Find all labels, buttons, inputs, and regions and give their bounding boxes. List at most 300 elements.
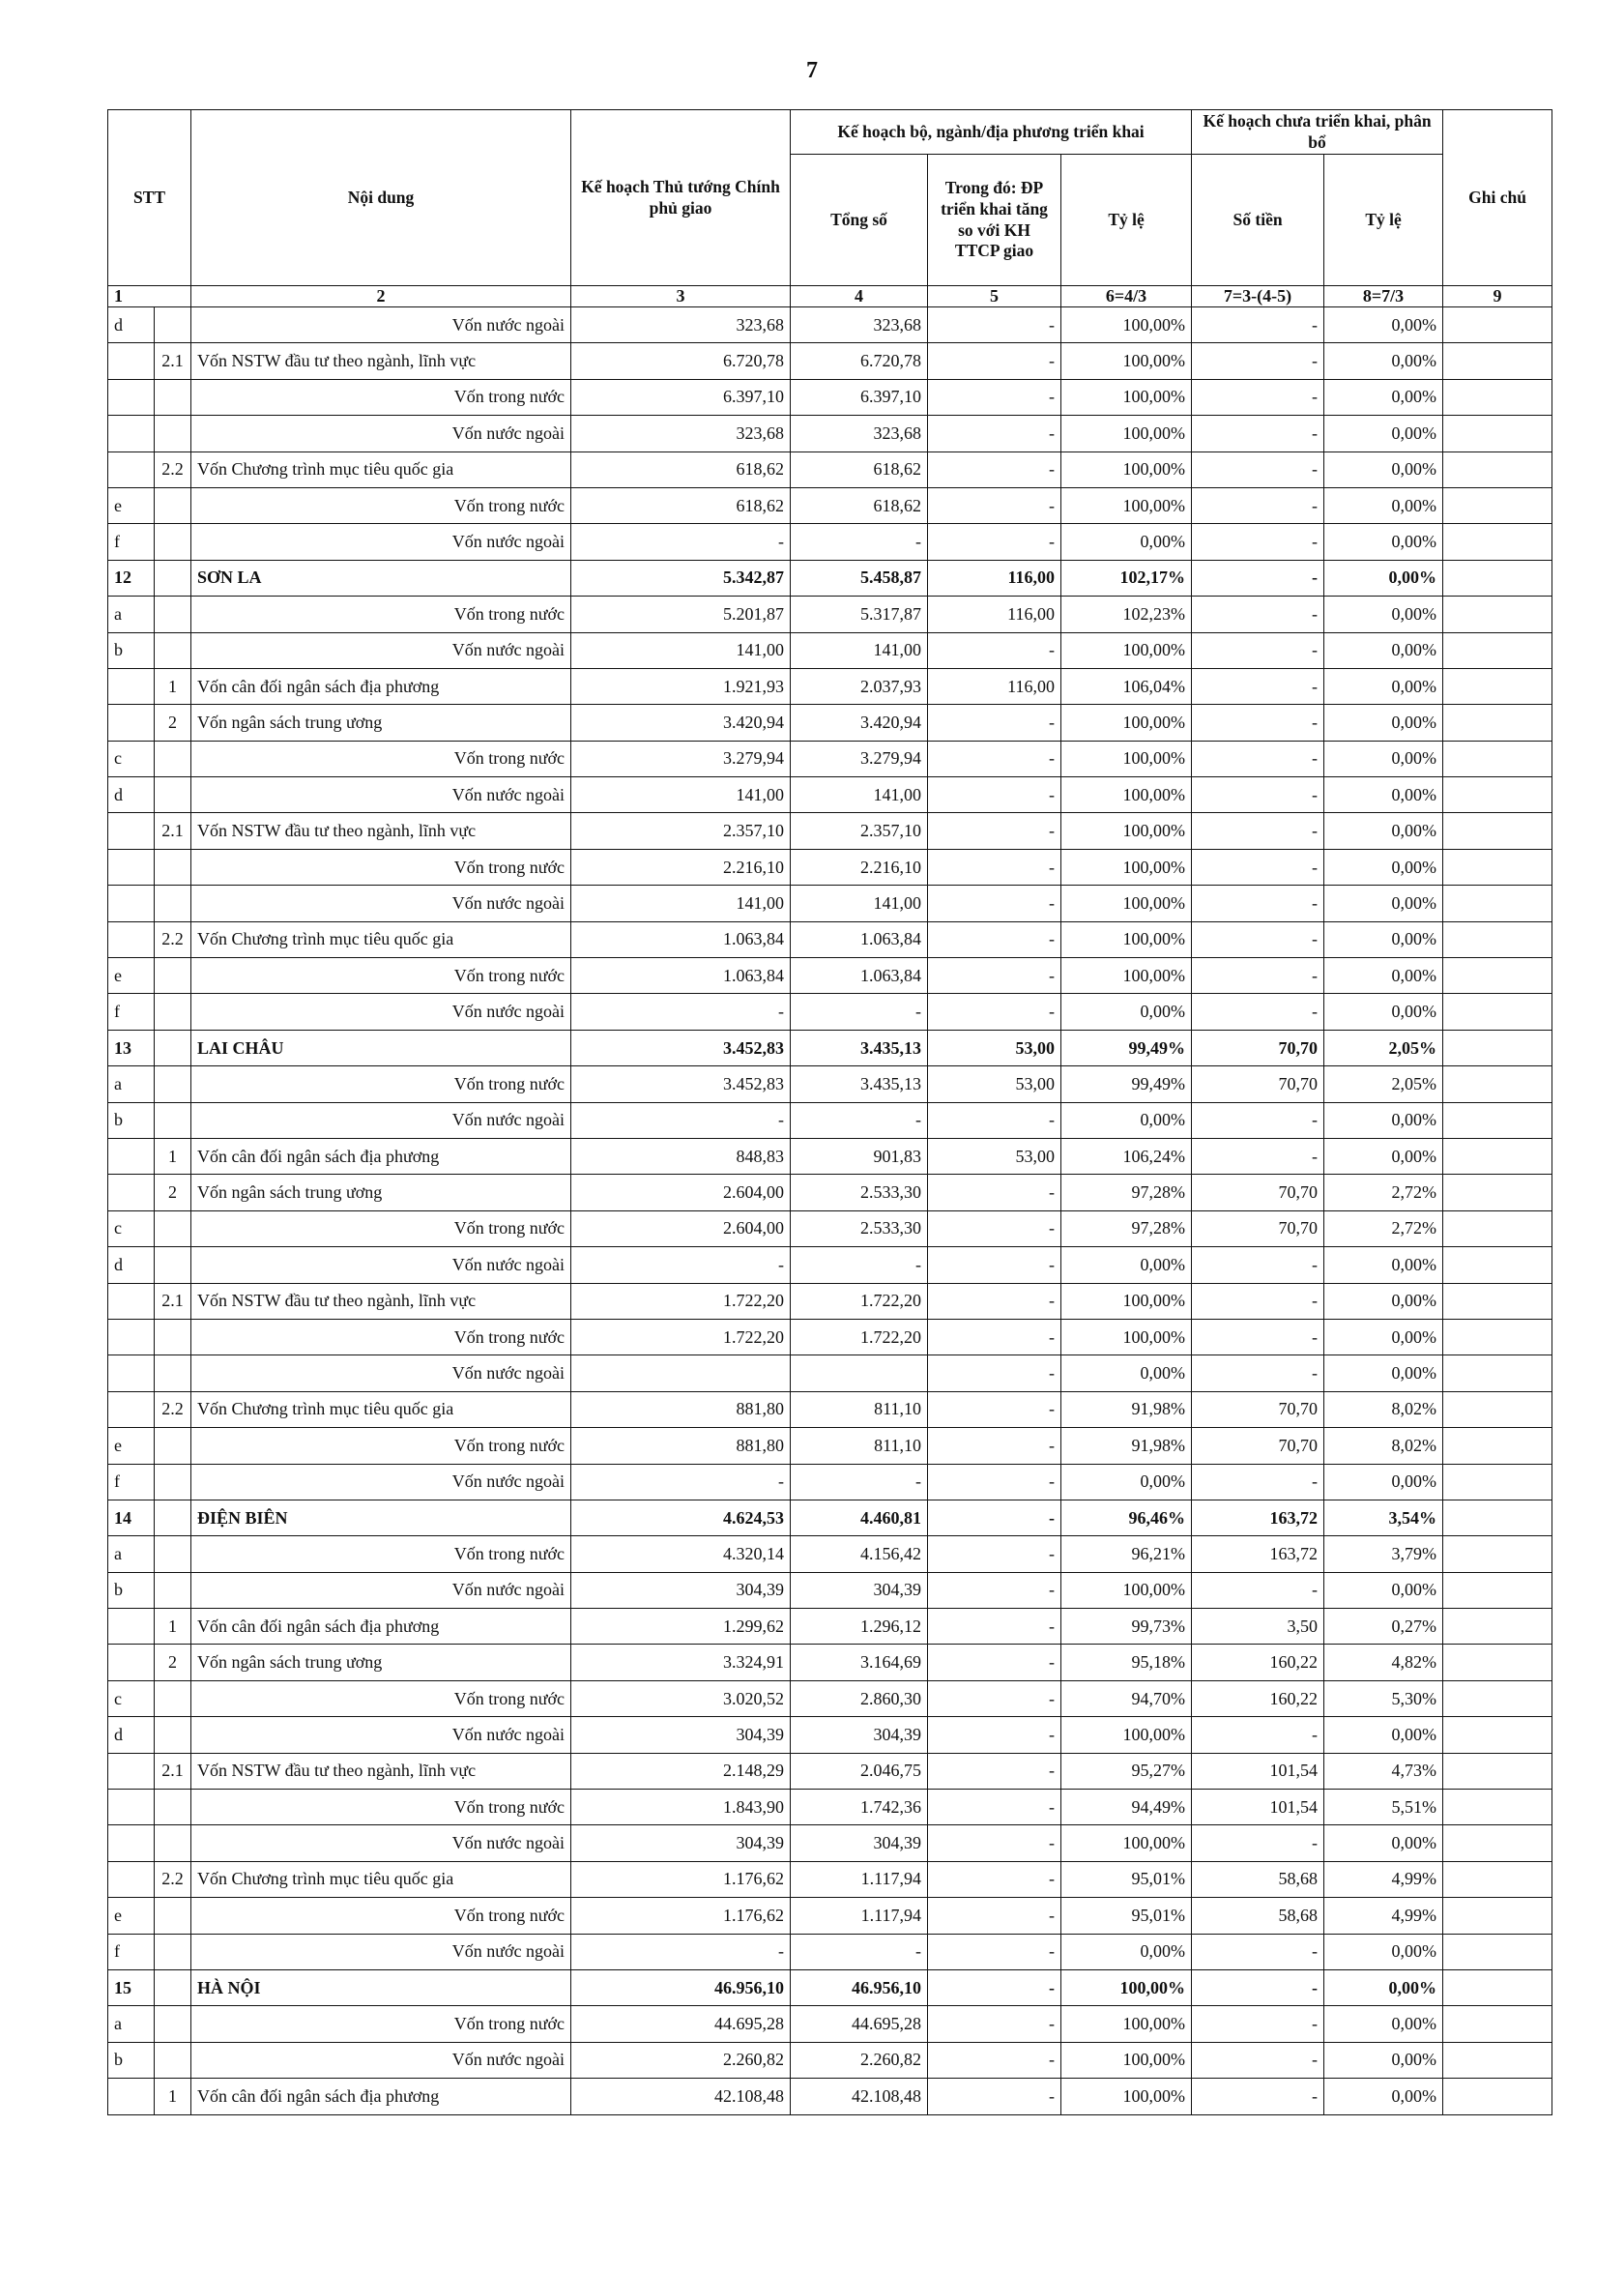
increase-value-cell: - bbox=[928, 307, 1061, 343]
ratio-cell: 100,00% bbox=[1061, 416, 1192, 451]
ratio-cell: 100,00% bbox=[1061, 451, 1192, 487]
total-value-cell: 2.216,10 bbox=[791, 849, 928, 885]
remaining-ratio-cell: 0,27% bbox=[1324, 1609, 1443, 1645]
note-cell bbox=[1443, 1210, 1552, 1246]
index-cell: 5 bbox=[928, 286, 1061, 307]
remaining-ratio-cell: 2,05% bbox=[1324, 1030, 1443, 1065]
increase-value-cell: - bbox=[928, 1464, 1061, 1500]
ratio-cell: 95,01% bbox=[1061, 1898, 1192, 1934]
stt-cell: b bbox=[108, 1572, 155, 1608]
content-cell: Vốn nước ngoài bbox=[191, 307, 571, 343]
note-cell bbox=[1443, 1898, 1552, 1934]
increase-value-cell: - bbox=[928, 416, 1061, 451]
ratio-cell: 106,24% bbox=[1061, 1138, 1192, 1174]
increase-value-cell: - bbox=[928, 2006, 1061, 2042]
content-cell: Vốn ngân sách trung ương bbox=[191, 1645, 571, 1680]
sub-cell: 2 bbox=[155, 705, 191, 741]
remaining-amount-cell: 70,70 bbox=[1192, 1391, 1324, 1427]
total-value-cell: 141,00 bbox=[791, 886, 928, 921]
stt-cell bbox=[108, 1138, 155, 1174]
header-ke-hoach-ttcp: Kế hoạch Thủ tướng Chính phủ giao bbox=[571, 110, 791, 286]
remaining-amount-cell: - bbox=[1192, 1319, 1324, 1354]
note-cell bbox=[1443, 1464, 1552, 1500]
stt-cell: b bbox=[108, 1102, 155, 1138]
total-value-cell: 811,10 bbox=[791, 1428, 928, 1464]
increase-value-cell: - bbox=[928, 886, 1061, 921]
total-value-cell: 141,00 bbox=[791, 777, 928, 813]
sub-cell bbox=[155, 597, 191, 632]
province-row bbox=[108, 1030, 1552, 1065]
remaining-amount-cell: 163,72 bbox=[1192, 1500, 1324, 1535]
stt-cell: c bbox=[108, 741, 155, 776]
table-body bbox=[108, 307, 1552, 2115]
sub-cell bbox=[155, 1355, 191, 1391]
increase-value-cell: 116,00 bbox=[928, 668, 1061, 704]
note-cell bbox=[1443, 741, 1552, 776]
remaining-amount-cell: - bbox=[1192, 1825, 1324, 1861]
remaining-ratio-cell: 0,00% bbox=[1324, 705, 1443, 741]
ratio-cell: 91,98% bbox=[1061, 1391, 1192, 1427]
note-cell bbox=[1443, 849, 1552, 885]
table-row bbox=[108, 379, 1552, 415]
sub-cell: 2.1 bbox=[155, 1753, 191, 1789]
ratio-cell: 100,00% bbox=[1061, 813, 1192, 849]
ratio-cell: 100,00% bbox=[1061, 2042, 1192, 2078]
sub-cell bbox=[155, 886, 191, 921]
increase-value-cell: - bbox=[928, 343, 1061, 379]
index-cell: 4 bbox=[791, 286, 928, 307]
increase-value-cell: - bbox=[928, 1934, 1061, 1969]
content-cell: Vốn nước ngoài bbox=[191, 886, 571, 921]
plan-value-cell: 4.624,53 bbox=[571, 1500, 791, 1535]
note-cell bbox=[1443, 379, 1552, 415]
stt-cell bbox=[108, 668, 155, 704]
note-cell bbox=[1443, 1102, 1552, 1138]
remaining-amount-cell: - bbox=[1192, 741, 1324, 776]
content-cell: Vốn trong nước bbox=[191, 1066, 571, 1102]
content-cell: Vốn nước ngoài bbox=[191, 632, 571, 668]
remaining-amount-cell: - bbox=[1192, 1572, 1324, 1608]
plan-value-cell: 1.063,84 bbox=[571, 921, 791, 957]
remaining-ratio-cell: 3,54% bbox=[1324, 1500, 1443, 1535]
plan-value-cell: 3.279,94 bbox=[571, 741, 791, 776]
remaining-amount-cell: 3,50 bbox=[1192, 1609, 1324, 1645]
plan-value-cell: 3.452,83 bbox=[571, 1066, 791, 1102]
total-value-cell: 304,39 bbox=[791, 1572, 928, 1608]
note-cell bbox=[1443, 343, 1552, 379]
note-cell bbox=[1443, 1500, 1552, 1535]
increase-value-cell: - bbox=[928, 379, 1061, 415]
remaining-ratio-cell: 0,00% bbox=[1324, 451, 1443, 487]
plan-value-cell: - bbox=[571, 1934, 791, 1969]
content-cell: Vốn Chương trình mục tiêu quốc gia bbox=[191, 1861, 571, 1897]
content-cell: Vốn trong nước bbox=[191, 1428, 571, 1464]
note-cell bbox=[1443, 1572, 1552, 1608]
content-cell: Vốn trong nước bbox=[191, 2006, 571, 2042]
total-value-cell: 3.164,69 bbox=[791, 1645, 928, 1680]
remaining-ratio-cell: 0,00% bbox=[1324, 1102, 1443, 1138]
table-row bbox=[108, 632, 1552, 668]
stt-cell bbox=[108, 1790, 155, 1825]
remaining-amount-cell: 70,70 bbox=[1192, 1210, 1324, 1246]
note-cell bbox=[1443, 994, 1552, 1030]
remaining-ratio-cell: 0,00% bbox=[1324, 524, 1443, 560]
content-cell: Vốn nước ngoài bbox=[191, 1102, 571, 1138]
total-value-cell: 304,39 bbox=[791, 1717, 928, 1753]
content-cell: LAI CHÂU bbox=[191, 1030, 571, 1065]
total-value-cell: 3.420,94 bbox=[791, 705, 928, 741]
table-row bbox=[108, 849, 1552, 885]
ratio-cell: 0,00% bbox=[1061, 524, 1192, 560]
sub-cell: 1 bbox=[155, 1609, 191, 1645]
plan-value-cell: 6.397,10 bbox=[571, 379, 791, 415]
increase-value-cell: - bbox=[928, 1861, 1061, 1897]
remaining-ratio-cell: 0,00% bbox=[1324, 1283, 1443, 1319]
remaining-ratio-cell: 0,00% bbox=[1324, 1717, 1443, 1753]
stt-cell bbox=[108, 2079, 155, 2114]
total-value-cell: 2.037,93 bbox=[791, 668, 928, 704]
remaining-amount-cell: - bbox=[1192, 1283, 1324, 1319]
remaining-amount-cell: 163,72 bbox=[1192, 1536, 1324, 1572]
table-row bbox=[108, 741, 1552, 776]
remaining-amount-cell: - bbox=[1192, 2006, 1324, 2042]
index-cell: 3 bbox=[571, 286, 791, 307]
ratio-cell: 91,98% bbox=[1061, 1428, 1192, 1464]
ratio-cell: 100,00% bbox=[1061, 1969, 1192, 2005]
total-value-cell: 323,68 bbox=[791, 307, 928, 343]
remaining-amount-cell: - bbox=[1192, 632, 1324, 668]
total-value-cell: - bbox=[791, 1102, 928, 1138]
content-cell: Vốn trong nước bbox=[191, 487, 571, 523]
total-value-cell: 304,39 bbox=[791, 1825, 928, 1861]
increase-value-cell: 53,00 bbox=[928, 1066, 1061, 1102]
plan-value-cell: 881,80 bbox=[571, 1391, 791, 1427]
sub-cell: 1 bbox=[155, 1138, 191, 1174]
table-row bbox=[108, 1645, 1552, 1680]
total-value-cell: 2.046,75 bbox=[791, 1753, 928, 1789]
total-value-cell: 2.357,10 bbox=[791, 813, 928, 849]
stt-cell: e bbox=[108, 487, 155, 523]
table-row bbox=[108, 1319, 1552, 1354]
table-row bbox=[108, 1428, 1552, 1464]
stt-cell: f bbox=[108, 994, 155, 1030]
total-value-cell: 46.956,10 bbox=[791, 1969, 928, 2005]
total-value-cell: 323,68 bbox=[791, 416, 928, 451]
sub-cell bbox=[155, 994, 191, 1030]
remaining-amount-cell: 70,70 bbox=[1192, 1066, 1324, 1102]
plan-value-cell: 141,00 bbox=[571, 886, 791, 921]
table-row bbox=[108, 1464, 1552, 1500]
ratio-cell: 97,28% bbox=[1061, 1175, 1192, 1210]
note-cell bbox=[1443, 524, 1552, 560]
stt-cell bbox=[108, 705, 155, 741]
stt-cell: 13 bbox=[108, 1030, 155, 1065]
stt-cell: b bbox=[108, 632, 155, 668]
province-row bbox=[108, 560, 1552, 596]
increase-value-cell: - bbox=[928, 705, 1061, 741]
note-cell bbox=[1443, 813, 1552, 849]
total-value-cell: 618,62 bbox=[791, 451, 928, 487]
ratio-cell: 100,00% bbox=[1061, 921, 1192, 957]
plan-value-cell: 1.722,20 bbox=[571, 1283, 791, 1319]
ratio-cell: 0,00% bbox=[1061, 1355, 1192, 1391]
remaining-ratio-cell: 0,00% bbox=[1324, 416, 1443, 451]
table-row bbox=[108, 705, 1552, 741]
remaining-amount-cell: - bbox=[1192, 1355, 1324, 1391]
table-row bbox=[108, 1898, 1552, 1934]
table-row bbox=[108, 1355, 1552, 1391]
remaining-ratio-cell: 0,00% bbox=[1324, 921, 1443, 957]
remaining-ratio-cell: 0,00% bbox=[1324, 958, 1443, 994]
plan-value-cell: 2.216,10 bbox=[571, 849, 791, 885]
increase-value-cell: 116,00 bbox=[928, 597, 1061, 632]
table-row bbox=[108, 307, 1552, 343]
table-row bbox=[108, 1210, 1552, 1246]
note-cell bbox=[1443, 2006, 1552, 2042]
remaining-ratio-cell: 8,02% bbox=[1324, 1428, 1443, 1464]
remaining-amount-cell: - bbox=[1192, 597, 1324, 632]
stt-cell bbox=[108, 1825, 155, 1861]
total-value-cell: - bbox=[791, 1464, 928, 1500]
plan-value-cell: 3.324,91 bbox=[571, 1645, 791, 1680]
ratio-cell: 95,18% bbox=[1061, 1645, 1192, 1680]
note-cell bbox=[1443, 1066, 1552, 1102]
header-group-trien-khai: Kế hoạch bộ, ngành/địa phương triển khai bbox=[791, 110, 1192, 155]
remaining-ratio-cell: 0,00% bbox=[1324, 343, 1443, 379]
remaining-amount-cell: 70,70 bbox=[1192, 1175, 1324, 1210]
increase-value-cell: - bbox=[928, 2079, 1061, 2114]
remaining-ratio-cell: 0,00% bbox=[1324, 487, 1443, 523]
stt-cell: c bbox=[108, 1680, 155, 1716]
remaining-ratio-cell: 8,02% bbox=[1324, 1391, 1443, 1427]
note-cell bbox=[1443, 1861, 1552, 1897]
sub-cell bbox=[155, 1066, 191, 1102]
ratio-cell: 96,21% bbox=[1061, 1536, 1192, 1572]
table-row bbox=[108, 597, 1552, 632]
total-value-cell: 2.533,30 bbox=[791, 1210, 928, 1246]
sub-cell bbox=[155, 1572, 191, 1608]
increase-value-cell: - bbox=[928, 1790, 1061, 1825]
increase-value-cell: - bbox=[928, 1717, 1061, 1753]
remaining-amount-cell: 101,54 bbox=[1192, 1753, 1324, 1789]
remaining-amount-cell: 70,70 bbox=[1192, 1030, 1324, 1065]
ratio-cell: 99,49% bbox=[1061, 1030, 1192, 1065]
sub-cell bbox=[155, 1536, 191, 1572]
total-value-cell: 3.435,13 bbox=[791, 1030, 928, 1065]
plan-value-cell: 2.604,00 bbox=[571, 1210, 791, 1246]
increase-value-cell: - bbox=[928, 1645, 1061, 1680]
stt-cell bbox=[108, 813, 155, 849]
increase-value-cell: - bbox=[928, 1283, 1061, 1319]
stt-cell: a bbox=[108, 1066, 155, 1102]
sub-cell bbox=[155, 379, 191, 415]
plan-value-cell: 618,62 bbox=[571, 451, 791, 487]
note-cell bbox=[1443, 1355, 1552, 1391]
content-cell: Vốn NSTW đầu tư theo ngành, lĩnh vực bbox=[191, 1753, 571, 1789]
remaining-ratio-cell: 0,00% bbox=[1324, 668, 1443, 704]
increase-value-cell: - bbox=[928, 1319, 1061, 1354]
content-cell: Vốn trong nước bbox=[191, 1319, 571, 1354]
table-row bbox=[108, 1934, 1552, 1969]
note-cell bbox=[1443, 1753, 1552, 1789]
remaining-amount-cell: - bbox=[1192, 487, 1324, 523]
note-cell bbox=[1443, 1536, 1552, 1572]
table-row bbox=[108, 668, 1552, 704]
ratio-cell: 0,00% bbox=[1061, 994, 1192, 1030]
sub-cell bbox=[155, 1210, 191, 1246]
increase-value-cell: - bbox=[928, 1680, 1061, 1716]
total-value-cell: 618,62 bbox=[791, 487, 928, 523]
increase-value-cell: - bbox=[928, 994, 1061, 1030]
index-cell: 9 bbox=[1443, 286, 1552, 307]
total-value-cell: 1.063,84 bbox=[791, 921, 928, 957]
ratio-cell: 99,49% bbox=[1061, 1066, 1192, 1102]
remaining-amount-cell: 101,54 bbox=[1192, 1790, 1324, 1825]
stt-cell: 12 bbox=[108, 560, 155, 596]
increase-value-cell: - bbox=[928, 958, 1061, 994]
note-cell bbox=[1443, 705, 1552, 741]
content-cell: Vốn Chương trình mục tiêu quốc gia bbox=[191, 921, 571, 957]
sub-cell: 2.1 bbox=[155, 1283, 191, 1319]
remaining-amount-cell: 58,68 bbox=[1192, 1861, 1324, 1897]
plan-value-cell: 141,00 bbox=[571, 777, 791, 813]
note-cell bbox=[1443, 1319, 1552, 1354]
remaining-ratio-cell: 0,00% bbox=[1324, 1934, 1443, 1969]
table-row bbox=[108, 2042, 1552, 2078]
content-cell: Vốn trong nước bbox=[191, 1790, 571, 1825]
content-cell: Vốn trong nước bbox=[191, 597, 571, 632]
stt-cell: a bbox=[108, 597, 155, 632]
content-cell: Vốn trong nước bbox=[191, 1210, 571, 1246]
plan-value-cell: - bbox=[571, 1464, 791, 1500]
total-value-cell: 5.317,87 bbox=[791, 597, 928, 632]
plan-value-cell: - bbox=[571, 1247, 791, 1283]
note-cell bbox=[1443, 777, 1552, 813]
sub-cell bbox=[155, 1969, 191, 2005]
stt-cell: d bbox=[108, 777, 155, 813]
content-cell: Vốn nước ngoài bbox=[191, 2042, 571, 2078]
stt-cell bbox=[108, 921, 155, 957]
stt-cell: f bbox=[108, 1464, 155, 1500]
table-row bbox=[108, 1861, 1552, 1897]
increase-value-cell: - bbox=[928, 1825, 1061, 1861]
remaining-ratio-cell: 0,00% bbox=[1324, 1247, 1443, 1283]
total-value-cell: 811,10 bbox=[791, 1391, 928, 1427]
increase-value-cell: - bbox=[928, 1572, 1061, 1608]
province-row bbox=[108, 1500, 1552, 1535]
content-cell: Vốn Chương trình mục tiêu quốc gia bbox=[191, 1391, 571, 1427]
note-cell bbox=[1443, 632, 1552, 668]
table-row bbox=[108, 1609, 1552, 1645]
note-cell bbox=[1443, 1609, 1552, 1645]
content-cell: Vốn trong nước bbox=[191, 741, 571, 776]
plan-value-cell: 4.320,14 bbox=[571, 1536, 791, 1572]
sub-cell: 2.1 bbox=[155, 813, 191, 849]
increase-value-cell: - bbox=[928, 1210, 1061, 1246]
sub-cell: 2.2 bbox=[155, 1861, 191, 1897]
note-cell bbox=[1443, 1680, 1552, 1716]
total-value-cell: 1.063,84 bbox=[791, 958, 928, 994]
header-ty-le: Tỷ lệ bbox=[1061, 155, 1192, 286]
remaining-amount-cell: - bbox=[1192, 1102, 1324, 1138]
increase-value-cell: - bbox=[928, 1898, 1061, 1934]
increase-value-cell: - bbox=[928, 1969, 1061, 2005]
ratio-cell: 0,00% bbox=[1061, 1247, 1192, 1283]
header-ghi-chu: Ghi chú bbox=[1443, 110, 1552, 286]
table-row bbox=[108, 343, 1552, 379]
stt-cell: d bbox=[108, 1247, 155, 1283]
ratio-cell: 100,00% bbox=[1061, 849, 1192, 885]
table-row bbox=[108, 813, 1552, 849]
content-cell: Vốn nước ngoài bbox=[191, 1717, 571, 1753]
increase-value-cell: - bbox=[928, 487, 1061, 523]
ratio-cell: 0,00% bbox=[1061, 1102, 1192, 1138]
page-number: 7 bbox=[806, 58, 818, 83]
note-cell bbox=[1443, 1138, 1552, 1174]
increase-value-cell: - bbox=[928, 1753, 1061, 1789]
note-cell bbox=[1443, 307, 1552, 343]
table-row bbox=[108, 994, 1552, 1030]
ratio-cell: 102,23% bbox=[1061, 597, 1192, 632]
increase-value-cell: - bbox=[928, 2042, 1061, 2078]
remaining-ratio-cell: 4,82% bbox=[1324, 1645, 1443, 1680]
note-cell bbox=[1443, 597, 1552, 632]
plan-value-cell: 1.921,93 bbox=[571, 668, 791, 704]
sub-cell bbox=[155, 1500, 191, 1535]
ratio-cell: 97,28% bbox=[1061, 1210, 1192, 1246]
plan-value-cell bbox=[571, 1355, 791, 1391]
content-cell: SƠN LA bbox=[191, 560, 571, 596]
plan-value-cell: 323,68 bbox=[571, 416, 791, 451]
stt-cell bbox=[108, 1391, 155, 1427]
stt-cell bbox=[108, 1175, 155, 1210]
total-value-cell: 141,00 bbox=[791, 632, 928, 668]
total-value-cell: 901,83 bbox=[791, 1138, 928, 1174]
note-cell bbox=[1443, 1030, 1552, 1065]
ratio-cell: 100,00% bbox=[1061, 958, 1192, 994]
remaining-ratio-cell: 0,00% bbox=[1324, 741, 1443, 776]
table-row bbox=[108, 921, 1552, 957]
stt-cell bbox=[108, 379, 155, 415]
remaining-amount-cell: 70,70 bbox=[1192, 1428, 1324, 1464]
table-row bbox=[108, 451, 1552, 487]
plan-value-cell: 3.020,52 bbox=[571, 1680, 791, 1716]
increase-value-cell: - bbox=[928, 1175, 1061, 1210]
plan-value-cell: - bbox=[571, 994, 791, 1030]
remaining-amount-cell: 160,22 bbox=[1192, 1680, 1324, 1716]
stt-cell bbox=[108, 1319, 155, 1354]
sub-cell bbox=[155, 2042, 191, 2078]
remaining-amount-cell: - bbox=[1192, 777, 1324, 813]
ratio-cell: 100,00% bbox=[1061, 343, 1192, 379]
stt-cell bbox=[108, 1355, 155, 1391]
table-row bbox=[108, 2079, 1552, 2114]
plan-value-cell: 3.452,83 bbox=[571, 1030, 791, 1065]
sub-cell bbox=[155, 307, 191, 343]
remaining-amount-cell: - bbox=[1192, 705, 1324, 741]
sub-cell bbox=[155, 1717, 191, 1753]
sub-cell: 2.1 bbox=[155, 343, 191, 379]
plan-value-cell: 46.956,10 bbox=[571, 1969, 791, 2005]
sub-cell bbox=[155, 524, 191, 560]
ratio-cell: 100,00% bbox=[1061, 307, 1192, 343]
stt-cell: a bbox=[108, 1536, 155, 1572]
increase-value-cell: - bbox=[928, 1247, 1061, 1283]
stt-cell: e bbox=[108, 1898, 155, 1934]
table-row bbox=[108, 1536, 1552, 1572]
stt-cell bbox=[108, 416, 155, 451]
index-cell: 7=3-(4-5) bbox=[1192, 286, 1324, 307]
